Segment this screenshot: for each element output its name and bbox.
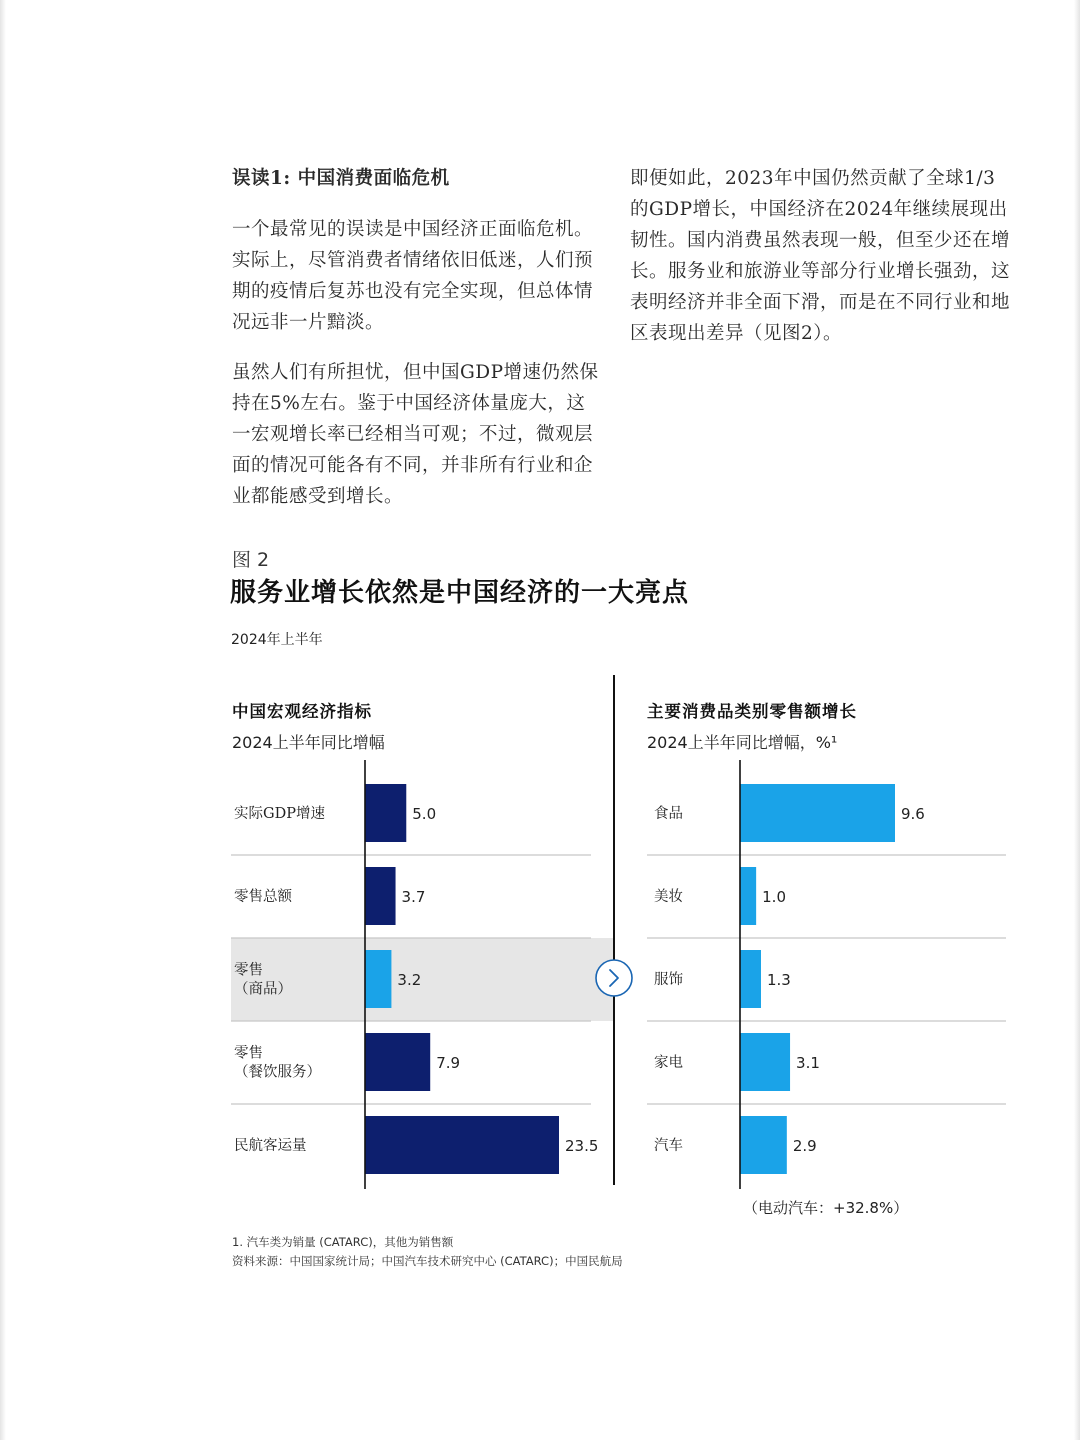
category-label: 零售 xyxy=(234,1045,263,1062)
category-label: 零售 xyxy=(234,962,263,979)
bar xyxy=(740,1033,790,1091)
left-bar-chart xyxy=(231,760,614,1189)
footnote: 1. 汽车类为销量 (CATARC)，其他为销售额 xyxy=(232,1235,454,1249)
bar xyxy=(740,1116,787,1174)
value-label: 23.5 xyxy=(565,1137,599,1155)
bar xyxy=(740,784,895,842)
value-label: 1.3 xyxy=(766,971,791,989)
chevron-right-icon[interactable] xyxy=(596,960,632,996)
bar xyxy=(740,950,761,1008)
category-label: 家电 xyxy=(654,1055,683,1071)
value-label: 3.1 xyxy=(796,1054,820,1072)
category-label: 服饰 xyxy=(654,972,683,988)
value-label: 1.0 xyxy=(762,888,787,906)
left-paragraph-2: 虽然人们有所担忧，但中国GDP增速仍然保持在5%左右。鉴于中国经济体量庞大，这一宏观增长率已经相当可观；不过，微观层面的情况可能各有不同，并非所有行业和企业都能感受到增长。 xyxy=(232,362,599,507)
value-label: 3.7 xyxy=(401,888,426,906)
figure-title: 服务业增长依然是中国经济的一大亮点 xyxy=(230,578,690,608)
value-label: 3.2 xyxy=(397,971,422,989)
category-label: 汽车 xyxy=(654,1138,683,1154)
right-bar-chart xyxy=(647,760,1006,1189)
category-label: （商品） xyxy=(234,981,292,998)
category-label: 美妆 xyxy=(654,889,683,905)
right-chart-subtitle: 2024上半年同比增幅，%¹ xyxy=(647,733,838,752)
bar xyxy=(365,1033,430,1091)
bar xyxy=(365,867,396,925)
left-paragraph-1: 一个最常见的误读是中国经济正面临危机。实际上，尽管消费者情绪依旧低迷，人们预期的疫情后复苏也没有完全实现，但总体情况远非一片黯淡。 xyxy=(232,219,594,333)
category-label: 零售总额 xyxy=(234,889,292,905)
bar xyxy=(740,867,756,925)
highlight-row-bg xyxy=(231,938,614,1021)
value-label: 2.9 xyxy=(792,1137,817,1155)
figure-label: 图 2 xyxy=(232,549,270,571)
section-heading: 误读1: 中国消费面临危机 xyxy=(232,168,450,189)
category-label: 实际GDP增速 xyxy=(234,806,325,822)
figure-subtitle: 2024年上半年 xyxy=(231,632,323,648)
value-label: 9.6 xyxy=(901,805,925,823)
right-paragraph: 即便如此，2023年中国仍然贡献了全球1/3的GDP增长，中国经济在2024年继续展现出韧性。国内消费虽然表现一般，但至少还在增长。服务业和旅游业等部分行业增长强劲，这表明经济并非全面下滑，而是在不同行业和地区表现出差异（见图2）。 xyxy=(630,168,1011,344)
category-label: 民航客运量 xyxy=(234,1138,307,1154)
value-label: 5.0 xyxy=(412,805,437,823)
category-label: （餐饮服务） xyxy=(234,1064,321,1081)
bar xyxy=(365,950,391,1008)
value-label: 7.9 xyxy=(436,1054,461,1072)
bar xyxy=(365,1116,559,1174)
left-chart-subtitle: 2024上半年同比增幅 xyxy=(232,733,385,752)
category-label: 食品 xyxy=(654,806,683,822)
left-chart-title: 中国宏观经济指标 xyxy=(232,702,372,721)
source-note: 资料来源：中国国家统计局；中国汽车技术研究中心 (CATARC)；中国民航局 xyxy=(232,1254,623,1268)
ev-note: （电动汽车：+32.8%） xyxy=(743,1199,909,1217)
right-chart-title: 主要消费品类别零售额增长 xyxy=(647,702,857,721)
bar xyxy=(365,784,406,842)
